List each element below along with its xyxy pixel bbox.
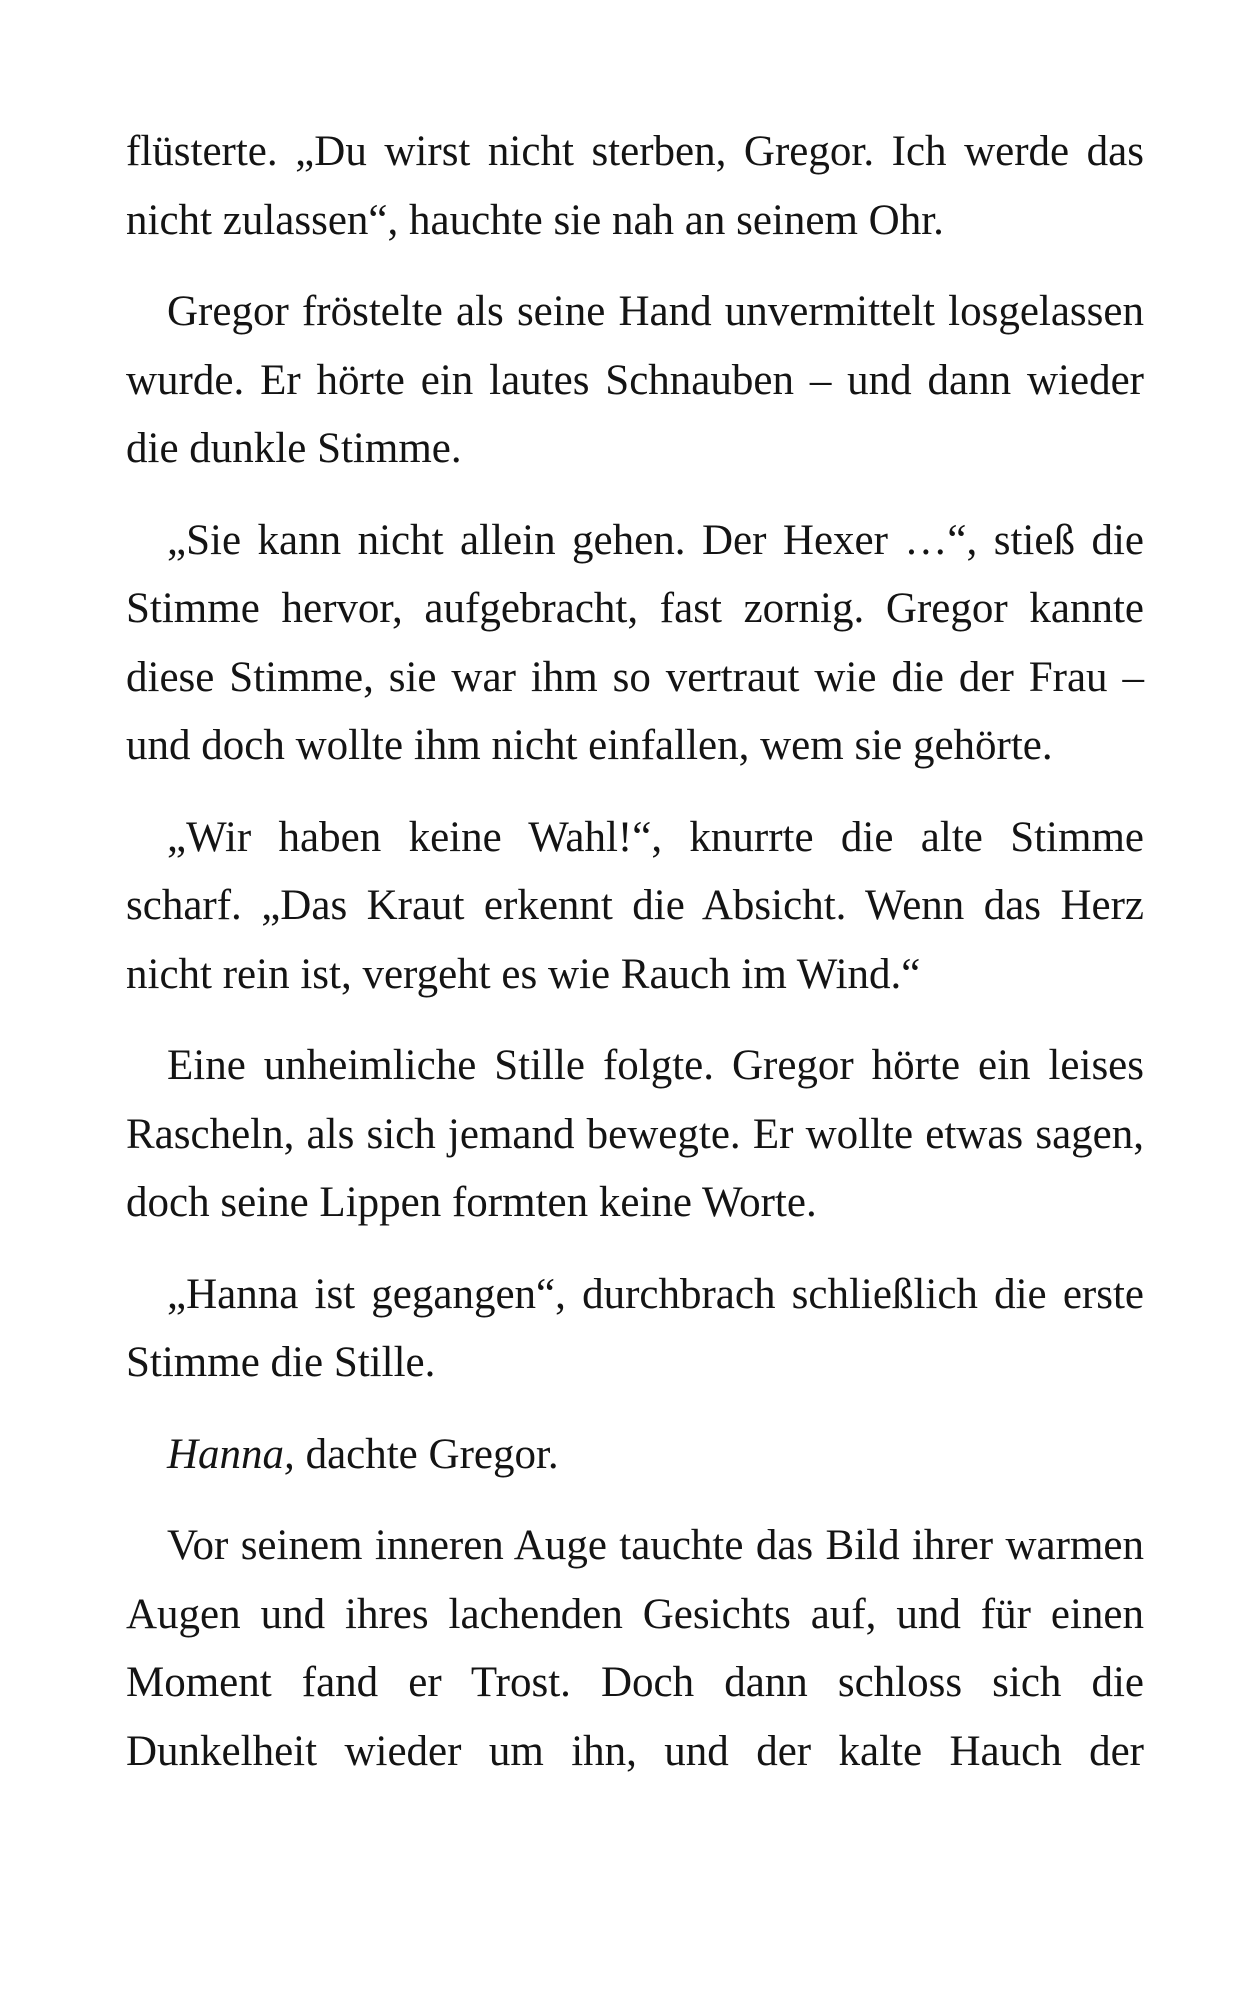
italic-name: Hanna,: [167, 1430, 295, 1478]
paragraph-thought: [126, 1421, 1144, 1490]
paragraph-continued: flüsterte. „Du wirst nicht sterben, Gregor. Ich werde das nicht zulassen“, hauchte sie nah an seinem Ohr.: [126, 128, 1144, 244]
thought-rest: dachte Gregor.: [294, 1430, 559, 1478]
paragraph: „Wir haben keine Wahl!“, knurrte die alte Stimme scharf. „Das Kraut erkennt die Absicht. Wenn das Herz nicht rein ist, vergeht es wie Rauch im Wind.“: [126, 813, 1144, 998]
paragraph: Gregor fröstelte als seine Hand unvermittelt losgelassen wurde. Er hörte ein lautes Schnauben – und dann wieder die dunkle Stimme.: [126, 288, 1144, 472]
paragraph-final: Vor seinem inneren Auge tauchte das Bild ihrer warmen Augen und ihres lachenden Gesichts auf, und für einen Moment fand er Trost. Doch dann schloss sich die Dunkelheit wieder um ihn, und der kalte Hauch der: [126, 1522, 1144, 1775]
paragraph: „Sie kann nicht allein gehen. Der Hexer …“, stieß die Stimme hervor, aufgebracht, fast zornig. Gregor kannte diese Stimme, sie war ihm so vertraut wie die der Frau – und doch wollte ihm nicht einfallen, wem sie gehörte.: [126, 516, 1144, 769]
book-page-body: [126, 118, 1144, 1809]
paragraph: Eine unheimliche Stille folgte. Gregor hörte ein leises Rascheln, als sich jemand bewegte. Er wollte etwas sagen, doch seine Lippen formten keine Worte.: [126, 1042, 1144, 1226]
paragraph: „Hanna ist gegangen“, durchbrach schließlich die erste Stimme die Stille.: [126, 1270, 1144, 1386]
